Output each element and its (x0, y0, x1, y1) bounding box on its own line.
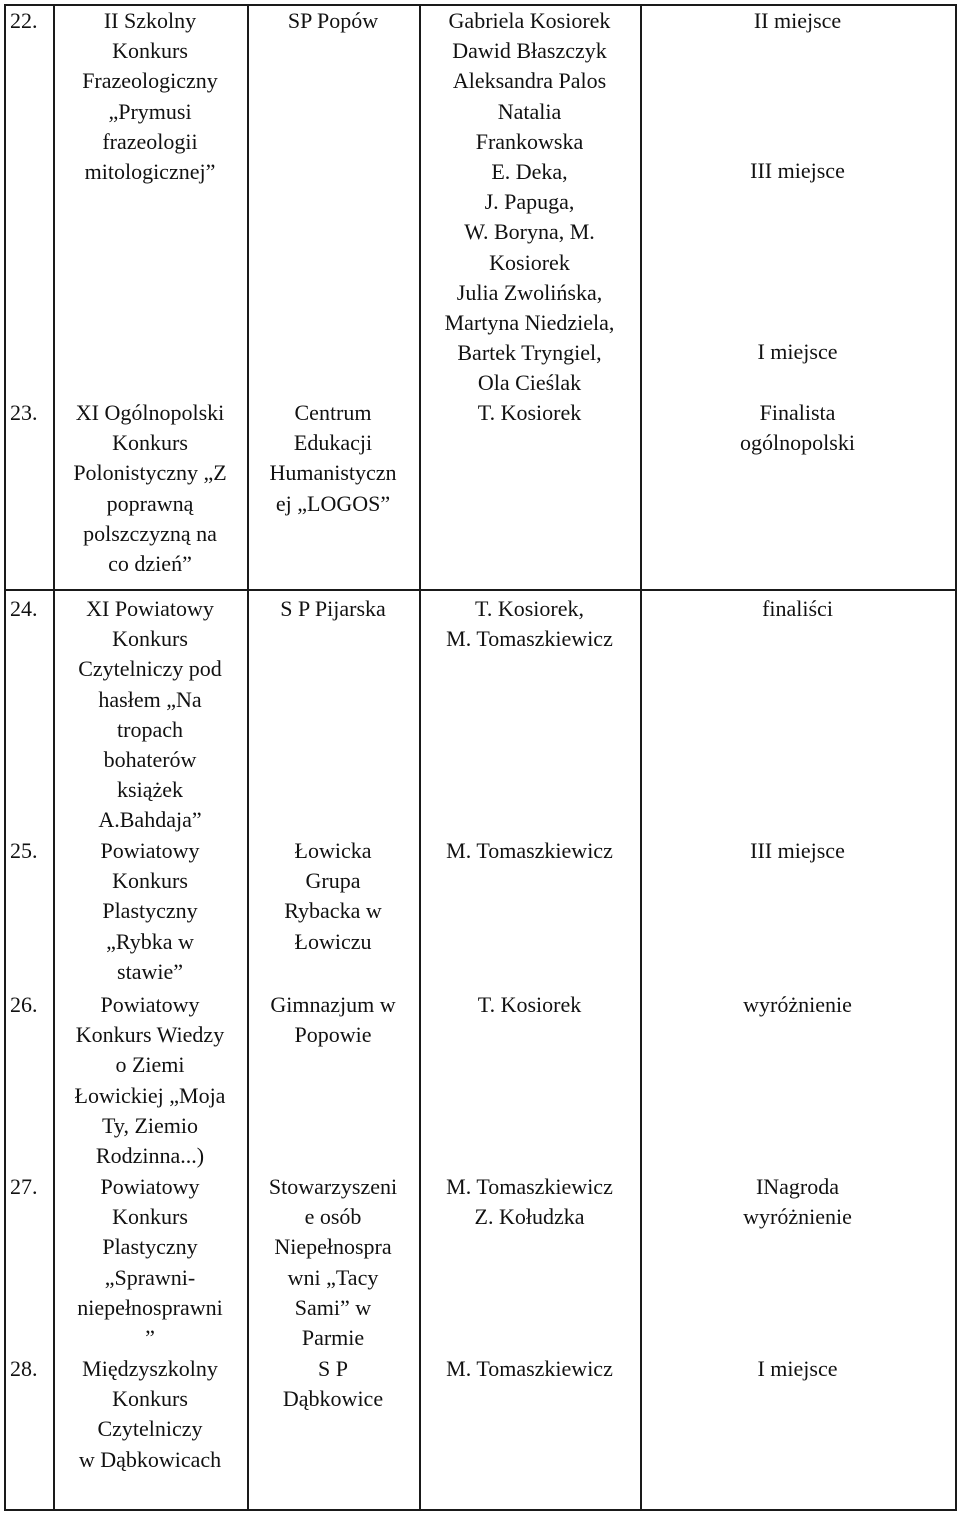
row-26-result: wyróżnienie (743, 992, 852, 1017)
row-24-number: 24. (10, 596, 38, 621)
row-25-number: 25. (10, 838, 38, 863)
row-24-organizer: S P Pijarska (280, 596, 386, 621)
row-25-result: III miejsce (750, 838, 845, 863)
row-24-result: finaliści (762, 596, 833, 621)
row-22-number: 22. (10, 8, 38, 33)
row-22-result-2: III miejsce (750, 158, 845, 183)
row-28-organizer: S P Dąbkowice (282, 1356, 384, 1412)
row-24-competition-name: XI Powiatowy Konkurs Czytelniczy pod hasłem „Na tropach bohaterów książek A.Bahdaja” (78, 596, 222, 833)
row-22-participants: Gabriela Kosiorek Dawid Błaszczyk Aleksandra Palos Natalia Frankowska E. Deka, J. Papuga, W. Boryna, M. Kosiorek Julia Zwolińska, Martyna Niedziela, Bartek Tryngiel, Ola Cieślak (444, 8, 615, 396)
row-25-organizer: Łowicka Grupa Rybacka w Łowiczu (284, 838, 382, 954)
row-26-competition-name: Powiatowy Konkurs Wiedzy o Ziemi Łowickiej „Moja Ty, Ziemio Rodzinna...) (74, 992, 226, 1169)
row-28-result: I miejsce (757, 1356, 838, 1381)
row-27-number: 27. (10, 1174, 38, 1199)
row-24-participants: T. Kosiorek, M. Tomaszkiewicz (446, 596, 613, 652)
table-column-divider (640, 4, 642, 1511)
row-25-participants: M. Tomaszkiewicz (446, 838, 613, 863)
row-23-participants: T. Kosiorek (477, 400, 582, 425)
row-22-organizer: SP Popów (287, 8, 379, 33)
table-border-right (955, 4, 957, 1511)
row-28-participants: M. Tomaszkiewicz (446, 1356, 613, 1381)
row-23-organizer: Centrum Edukacji Humanistyczn ej „LOGOS” (269, 400, 397, 516)
table-row-divider (4, 589, 957, 591)
row-27-participants: M. Tomaszkiewicz Z. Kołudzka (446, 1174, 613, 1230)
row-27-competition-name: Powiatowy Konkurs Plastyczny „Sprawni- niepełnosprawni ” (77, 1174, 223, 1351)
row-26-participants: T. Kosiorek (477, 992, 582, 1017)
row-23-competition-name: XI Ogólnopolski Konkurs Polonistyczny „Z poprawną polszczyzną na co dzień” (73, 400, 227, 577)
row-22-competition-name: II Szkolny Konkurs Frazeologiczny „Prymusi frazeologii mitologicznej” (82, 8, 218, 185)
row-22-result-1: II miejsce (753, 8, 842, 33)
row-22-result-3: I miejsce (757, 339, 838, 364)
row-26-organizer: Gimnazjum w Popowie (270, 992, 396, 1048)
row-23-result: Finalista ogólnopolski (740, 400, 855, 456)
table-border-left (4, 4, 6, 1511)
row-26-number: 26. (10, 992, 38, 1017)
row-25-competition-name: Powiatowy Konkurs Plastyczny „Rybka w stawie” (100, 838, 200, 984)
row-27-organizer: Stowarzyszeni e osób Niepełnospra wni „Tacy Sami” w Parmie (268, 1174, 398, 1351)
row-23-number: 23. (10, 400, 38, 425)
row-27-result: INagroda wyróżnienie (743, 1174, 852, 1230)
row-28-competition-name: Międzyszkolny Konkurs Czytelniczy w Dąbkowicach (78, 1356, 222, 1472)
table-border-bottom (4, 1509, 957, 1511)
row-28-number: 28. (10, 1356, 38, 1381)
